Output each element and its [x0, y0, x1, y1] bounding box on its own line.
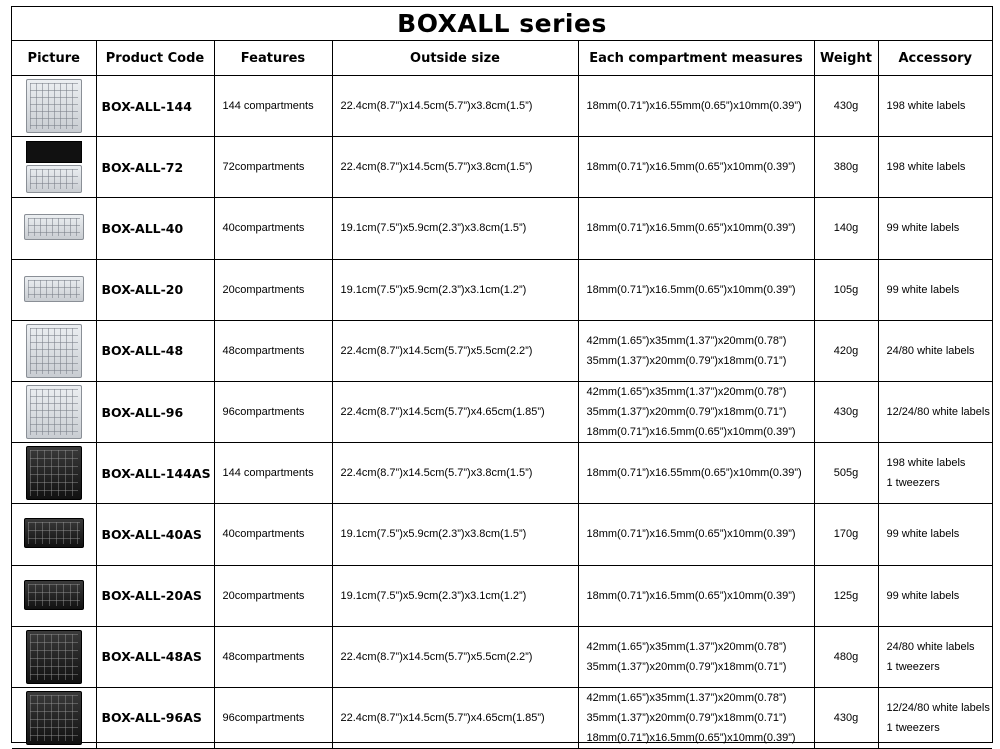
clear-box-40-icon — [12, 198, 96, 258]
measure-line: 18mm(0.71”)x16.5mm(0.65”)x10mm(0.39”) — [586, 589, 796, 602]
table-row — [12, 443, 992, 504]
features: 144 compartments — [214, 76, 332, 137]
measure-line: 42mm(1.65”)x35mm(1.37”)x20mm(0.78”) — [586, 386, 787, 399]
accessory-line: 99 white labels — [886, 222, 960, 235]
picture-cell — [12, 381, 96, 442]
accessory-line: 198 white labels — [886, 457, 966, 470]
accessory-line: 99 white labels — [886, 283, 960, 296]
box-body-icon — [26, 165, 82, 193]
measure-line: 42mm(1.65”)x35mm(1.37”)x20mm(0.78”) — [586, 334, 787, 347]
boxall-spec-table — [12, 41, 992, 749]
accessory — [878, 565, 992, 626]
compartment-measures — [578, 504, 814, 565]
accessory-line: 99 white labels — [886, 528, 960, 541]
measure-line: 42mm(1.65”)x35mm(1.37”)x20mm(0.78”) — [586, 691, 787, 704]
accessory — [878, 687, 992, 748]
features: 20compartments — [214, 565, 332, 626]
compartment-measures — [578, 443, 814, 504]
box-body-icon — [26, 446, 82, 500]
product-code: BOX-ALL-96AS — [96, 687, 214, 748]
measure-line: 18mm(0.71”)x16.55mm(0.65”)x10mm(0.39”) — [586, 467, 802, 480]
outside-size: 19.1cm(7.5”)x5.9cm(2.3”)x3.1cm(1.2”) — [332, 259, 578, 320]
clear-box-144-icon — [12, 76, 96, 136]
outside-size: 22.4cm(8.7”)x14.5cm(5.7”)x4.65cm(1.85”) — [332, 381, 578, 442]
header-picture: Picture — [12, 41, 96, 76]
product-code: BOX-ALL-144 — [96, 76, 214, 137]
box-body-icon — [26, 385, 82, 439]
box-body-icon — [26, 630, 82, 684]
clear-box-96-icon — [12, 382, 96, 442]
table-row — [12, 565, 992, 626]
outside-size: 19.1cm(7.5”)x5.9cm(2.3”)x3.8cm(1.5”) — [332, 198, 578, 259]
features: 40compartments — [214, 504, 332, 565]
box-body-icon — [24, 580, 84, 610]
measure-line: 35mm(1.37”)x20mm(0.79”)x18mm(0.71”) — [586, 354, 787, 367]
measure-line: 18mm(0.71”)x16.5mm(0.65”)x10mm(0.39”) — [586, 528, 796, 541]
weight: 170g — [814, 504, 878, 565]
features: 48compartments — [214, 320, 332, 381]
box-body-icon — [26, 79, 82, 133]
measure-line: 18mm(0.71”)x16.5mm(0.65”)x10mm(0.39”) — [586, 161, 796, 174]
accessory-line: 198 white labels — [886, 161, 966, 174]
features: 48compartments — [214, 626, 332, 687]
weight: 140g — [814, 198, 878, 259]
antistatic-box-48-icon — [12, 627, 96, 687]
table-row — [12, 504, 992, 565]
accessory-line: 1 tweezers — [886, 660, 940, 673]
weight: 430g — [814, 76, 878, 137]
box-body-icon — [24, 214, 84, 240]
box-body-icon — [26, 691, 82, 745]
accessory — [878, 320, 992, 381]
clear-box-48-icon — [12, 321, 96, 381]
accessory — [878, 198, 992, 259]
accessory — [878, 443, 992, 504]
compartment-measures — [578, 565, 814, 626]
product-code: BOX-ALL-20 — [96, 259, 214, 320]
weight: 505g — [814, 443, 878, 504]
header-row — [12, 41, 992, 76]
sheet-title: BOXALL series — [12, 7, 992, 41]
picture-cell — [12, 687, 96, 748]
measure-line: 18mm(0.71”)x16.5mm(0.65”)x10mm(0.39”) — [586, 426, 796, 439]
compartment-measures — [578, 381, 814, 442]
antistatic-box-96-icon — [12, 688, 96, 748]
outside-size: 22.4cm(8.7”)x14.5cm(5.7”)x3.8cm(1.5”) — [332, 76, 578, 137]
accessory — [878, 504, 992, 565]
accessory-line: 1 tweezers — [886, 477, 940, 490]
measure-line: 18mm(0.71”)x16.5mm(0.65”)x10mm(0.39”) — [586, 222, 796, 235]
outside-size: 22.4cm(8.7”)x14.5cm(5.7”)x5.5cm(2.2”) — [332, 320, 578, 381]
table-row — [12, 320, 992, 381]
weight: 430g — [814, 381, 878, 442]
accessory-line: 24/80 white labels — [886, 344, 975, 357]
weight: 420g — [814, 320, 878, 381]
measure-line: 35mm(1.37”)x20mm(0.79”)x18mm(0.71”) — [586, 406, 787, 419]
weight: 125g — [814, 565, 878, 626]
accessory — [878, 626, 992, 687]
antistatic-box-20-icon — [12, 566, 96, 626]
product-code: BOX-ALL-48 — [96, 320, 214, 381]
product-code: BOX-ALL-20AS — [96, 565, 214, 626]
picture-cell — [12, 626, 96, 687]
table-row — [12, 381, 992, 442]
measure-line: 18mm(0.71”)x16.55mm(0.65”)x10mm(0.39”) — [586, 100, 802, 113]
outside-size: 19.1cm(7.5”)x5.9cm(2.3”)x3.8cm(1.5”) — [332, 504, 578, 565]
accessory-line: 1 tweezers — [886, 721, 940, 734]
outside-size: 22.4cm(8.7”)x14.5cm(5.7”)x5.5cm(2.2”) — [332, 626, 578, 687]
outside-size: 22.4cm(8.7”)x14.5cm(5.7”)x3.8cm(1.5”) — [332, 443, 578, 504]
table-row — [12, 259, 992, 320]
accessory-line: 12/24/80 white labels — [886, 406, 990, 419]
compartment-measures — [578, 198, 814, 259]
accessory — [878, 259, 992, 320]
features: 96compartments — [214, 687, 332, 748]
table-row — [12, 626, 992, 687]
compartment-measures — [578, 259, 814, 320]
table-row — [12, 76, 992, 137]
compartment-measures — [578, 76, 814, 137]
accessory-line: 12/24/80 white labels — [886, 701, 990, 714]
header-outside-size: Outside size — [332, 41, 578, 76]
weight: 380g — [814, 137, 878, 198]
picture-cell — [12, 76, 96, 137]
product-code: BOX-ALL-144AS — [96, 443, 214, 504]
header-weight: Weight — [814, 41, 878, 76]
picture-cell — [12, 565, 96, 626]
table-row — [12, 687, 992, 748]
open-lid-icon — [26, 141, 82, 163]
weight: 105g — [814, 259, 878, 320]
product-code: BOX-ALL-48AS — [96, 626, 214, 687]
table-row — [12, 198, 992, 259]
features: 40compartments — [214, 198, 332, 259]
picture-cell — [12, 320, 96, 381]
measure-line: 18mm(0.71”)x16.5mm(0.65”)x10mm(0.39”) — [586, 731, 796, 744]
picture-cell — [12, 198, 96, 259]
outside-size: 22.4cm(8.7”)x14.5cm(5.7”)x4.65cm(1.85”) — [332, 687, 578, 748]
antistatic-box-144-icon — [12, 443, 96, 503]
product-code: BOX-ALL-40AS — [96, 504, 214, 565]
accessory — [878, 381, 992, 442]
accessory-line: 99 white labels — [886, 589, 960, 602]
antistatic-box-40-icon — [12, 504, 96, 564]
header-product-code: Product Code — [96, 41, 214, 76]
compartment-measures — [578, 687, 814, 748]
header-compartment-measures: Each compartment measures — [578, 41, 814, 76]
picture-cell — [12, 504, 96, 565]
accessory-line: 24/80 white labels — [886, 640, 975, 653]
weight: 480g — [814, 626, 878, 687]
outside-size: 22.4cm(8.7”)x14.5cm(5.7”)x3.8cm(1.5”) — [332, 137, 578, 198]
features: 20compartments — [214, 259, 332, 320]
outside-size: 19.1cm(7.5”)x5.9cm(2.3”)x3.1cm(1.2”) — [332, 565, 578, 626]
accessory-line: 198 white labels — [886, 100, 966, 113]
accessory — [878, 76, 992, 137]
measure-line: 18mm(0.71”)x16.5mm(0.65”)x10mm(0.39”) — [586, 283, 796, 296]
measure-line: 35mm(1.37”)x20mm(0.79”)x18mm(0.71”) — [586, 660, 787, 673]
table-row — [12, 137, 992, 198]
compartment-measures — [578, 626, 814, 687]
features: 72compartments — [214, 137, 332, 198]
open-box-72-icon — [12, 137, 96, 197]
features: 144 compartments — [214, 443, 332, 504]
picture-cell — [12, 137, 96, 198]
compartment-measures — [578, 137, 814, 198]
weight: 430g — [814, 687, 878, 748]
product-code: BOX-ALL-40 — [96, 198, 214, 259]
box-body-icon — [24, 276, 84, 302]
box-body-icon — [26, 324, 82, 378]
product-code: BOX-ALL-96 — [96, 381, 214, 442]
features: 96compartments — [214, 381, 332, 442]
accessory — [878, 137, 992, 198]
picture-cell — [12, 443, 96, 504]
product-spec-sheet — [11, 6, 993, 743]
compartment-measures — [578, 320, 814, 381]
measure-line: 42mm(1.65”)x35mm(1.37”)x20mm(0.78”) — [586, 640, 787, 653]
header-features: Features — [214, 41, 332, 76]
product-code: BOX-ALL-72 — [96, 137, 214, 198]
clear-box-20-icon — [12, 260, 96, 320]
measure-line: 35mm(1.37”)x20mm(0.79”)x18mm(0.71”) — [586, 711, 787, 724]
header-accessory: Accessory — [878, 41, 992, 76]
box-body-icon — [24, 518, 84, 548]
picture-cell — [12, 259, 96, 320]
